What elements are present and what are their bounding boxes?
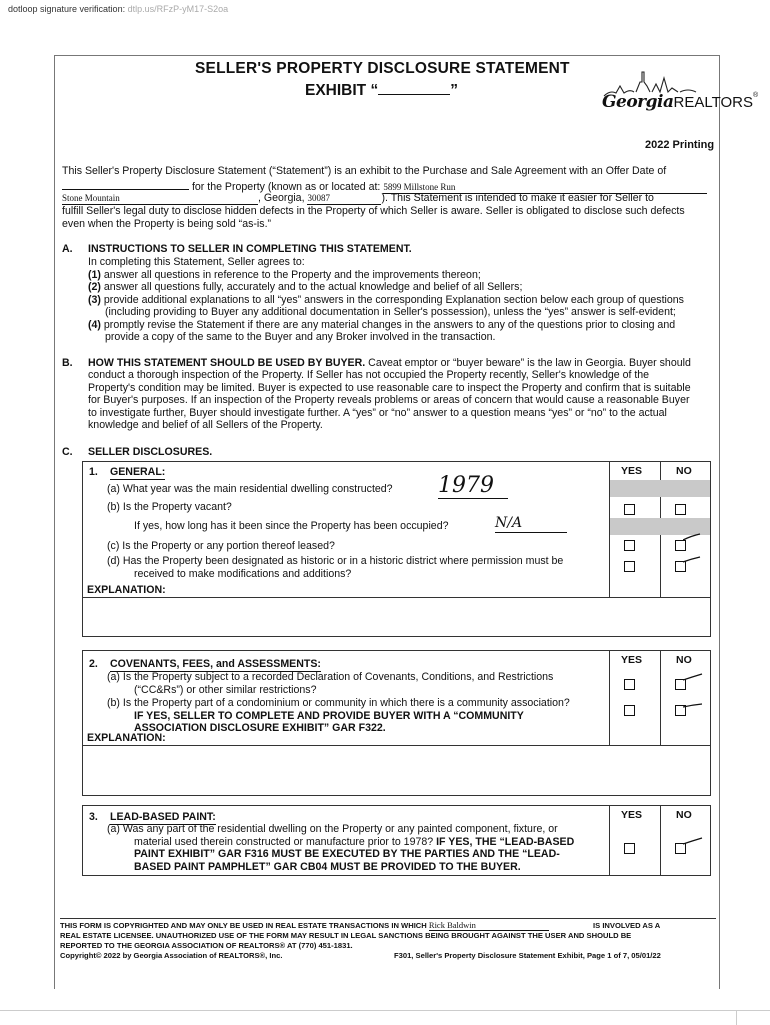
section-b-line: for Buyer's purposes. If an inspection of the Property reveals problems or areas of concern that would cause a reasonable Buyer — [88, 394, 690, 407]
q1-title: GENERAL: — [110, 466, 166, 478]
printing-year: 2022 Printing — [645, 139, 715, 151]
verification-line — [8, 4, 228, 14]
q3a-yes-checkbox[interactable] — [624, 843, 635, 854]
section-a-heading: INSTRUCTIONS TO SELLER IN COMPLETING THIS STATEMENT. — [88, 243, 412, 255]
yes-column-header: YES — [621, 809, 643, 821]
section-a-letter: A. — [62, 243, 73, 255]
q2a-yes-checkbox[interactable] — [624, 679, 635, 690]
q3a-text: (a) Was any part of the residential dwelling on the Property or any painted component, fixture, or material used therein constructed or manufacture prior to 1978? IF YES, THE “LEAD-BASED PAINT EXHIBIT” GAR F316 MUST BE EXECUTED BY THE PARTIES AND THE “LEAD- BASED PAINT PAMPHLET” GAR CB04 MUST BE PROVIDED TO THE BUYER. — [107, 823, 575, 873]
section-b-heading: HOW THIS STATEMENT SHOULD BE USED BY BUYER. — [88, 357, 366, 369]
q1b-yes-checkbox[interactable] — [624, 504, 635, 515]
logo-text-georgia: Georgia — [602, 92, 674, 112]
section-b-line: knowledge and belief of all Sellers of the Property. — [88, 419, 323, 432]
logo-wordmark — [602, 92, 758, 112]
zip-field[interactable]: 30087 — [307, 192, 381, 205]
q1d-yes-checkbox[interactable] — [624, 561, 635, 572]
q1c-text: (c) Is the Property or any portion thereof leased? — [107, 540, 335, 552]
q1d-no-checkmark-icon — [683, 554, 701, 566]
form-title: SELLER'S PROPERTY DISCLOSURE STATEMENT — [195, 60, 570, 77]
section-c-heading: SELLER DISCLOSURES. — [88, 446, 213, 458]
yes-column-header: YES — [621, 654, 643, 666]
intro-line-4: fulfill Seller's legal duty to disclose hidden defects in the Property of which Seller is aware. Seller is obligated to disclose such defects — [62, 205, 685, 217]
section-b-line: to investigate further, Buyer should investigate further. A “yes” or “no” answer to a question means “yes” or “no” to the actual — [88, 406, 667, 419]
q3-title: LEAD-BASED PAINT: — [110, 811, 216, 823]
q2a-text: (a) Is the Property subject to a recorded Declaration of Covenants, Conditions, and Restrictions (“CC&Rs”) or other similar restrictions? — [107, 671, 554, 696]
intro-line-3 — [62, 192, 714, 205]
intro-line-5: even when the Property is being sold “as-is.” — [62, 218, 272, 230]
q1a-text: (a) What year was the main residential dwelling constructed? — [107, 483, 393, 495]
section-a-lead: In completing this Statement, Seller agrees to: — [88, 256, 305, 268]
section-a-item: (2) answer all questions fully, accurately and to the actual knowledge and belief of all Sellers; — [88, 281, 523, 294]
q1d-text: (d) Has the Property been designated as historic or in a historic district where permission must be received to make modifications and additions? — [107, 555, 564, 580]
section-a-item: (3) provide additional explanations to all “yes” answers in the corresponding Explanation section below each group of questions — [88, 293, 684, 306]
q2b-text: (b) Is the Property part of a condominium or community in which there is a community association? IF YES, SELLER TO COMPLETE AND PROVIDE BUYER WITH A “COMMUNITY ASSOCIATION DISCLOSURE EXHIBIT” GAR F322. — [107, 697, 570, 734]
no-column-header: NO — [676, 809, 692, 821]
q1b-sub-text: If yes, how long has it been since the Property has been occupied? — [134, 520, 449, 532]
question-1-table — [82, 461, 711, 637]
q1-explanation-label: EXPLANATION: — [87, 584, 166, 596]
q3a-no-checkmark-icon — [683, 836, 703, 848]
offer-date-field[interactable] — [62, 178, 189, 190]
footer-line-1: THIS FORM IS COPYRIGHTED AND MAY ONLY BE USED IN REAL ESTATE TRANSACTIONS IN WHICH Rick Baldwin IS INVOLVED AS A — [60, 918, 716, 931]
q2b-no-checkmark-icon — [683, 700, 703, 712]
exhibit-blank[interactable] — [378, 80, 450, 95]
section-a-list — [88, 269, 718, 343]
logo-registered-mark: ® — [752, 92, 759, 99]
no-column-header: NO — [676, 654, 692, 666]
section-a-item: (1) answer all questions in reference to the Property and the improvements thereon; — [88, 269, 481, 281]
q2b-yes-checkbox[interactable] — [624, 705, 635, 716]
licensee-field[interactable]: Rick Baldwin — [429, 920, 549, 931]
no-column-header: NO — [676, 465, 692, 477]
section-b-line: Caveat emptor or “buyer beware” is the law in Georgia. Buyer should — [368, 357, 691, 369]
page-bottom-strip — [0, 1010, 770, 1025]
q1c-yes-checkbox[interactable] — [624, 540, 635, 551]
q3-number: 3. — [89, 811, 98, 823]
intro-text-1: This Seller's Property Disclosure Statement (“Statement”) is an exhibit to the Purchase and Sale Agreement with an Offer Date of — [62, 165, 667, 177]
q1-number: 1. — [89, 466, 98, 478]
georgia-realtors-logo — [600, 62, 759, 118]
footer-line-2: REAL ESTATE LICENSEE. UNAUTHORIZED USE OF THE FORM MAY RESULT IN LEGAL SANCTIONS BEING BROUGHT AGAINST THE USER AND SHOULD BE — [60, 931, 632, 940]
q2-title: COVENANTS, FEES, and ASSESSMENTS: — [110, 658, 321, 670]
exhibit-suffix: ” — [450, 82, 458, 99]
verification-label: dotloop signature verification: — [8, 4, 126, 14]
q1b-occupied-answer[interactable]: N/A — [495, 515, 567, 533]
q2a-no-checkmark-icon — [683, 672, 703, 684]
property-address-field[interactable]: 5899 Millstone Run — [383, 181, 707, 194]
logo-text-realtors: REALTORS — [673, 94, 753, 111]
q2-explanation-field[interactable] — [83, 746, 710, 794]
intro-text-3a: , Georgia, — [258, 192, 305, 204]
q1c-no-checkmark-icon — [683, 532, 701, 544]
copyright-footer — [60, 918, 716, 961]
question-3-table — [82, 805, 711, 876]
q2-number: 2. — [89, 658, 98, 670]
footer-line-3: REPORTED TO THE GEORGIA ASSOCIATION OF REALTORS® AT (770) 451-1831. — [60, 941, 353, 950]
yes-column-header: YES — [621, 465, 643, 477]
section-b-line: Property's condition may be limited. Buyer is expected to use reasonable care to inspect the Property and confirm that is suitable — [88, 381, 691, 394]
q2-explanation-label: EXPLANATION: — [87, 732, 166, 744]
section-b-letter: B. — [62, 357, 73, 369]
verification-url[interactable]: dtlp.us/RFzP-yM17-S2oa — [127, 4, 229, 14]
footer-line-4: Copyright© 2022 by Georgia Association of REALTORS®, Inc. F301, Seller's Property Disclosure Statement Exhibit, Page 1 of 7, 05/01/22 — [60, 951, 661, 960]
section-c-letter: C. — [62, 446, 73, 458]
intro-text-3b: ). This Statement is intended to make it easier for Seller to — [381, 192, 654, 204]
section-b-line: conduct a thorough inspection of the Property. If Seller has not occupied the Property recently, Seller's knowledge of the — [88, 369, 650, 382]
exhibit-line — [305, 80, 458, 100]
q1b-no-checkbox[interactable] — [675, 504, 686, 515]
section-a-item: provide a copy of the same to the Buyer and any Broker involved in the transaction. — [105, 331, 496, 344]
q1a-year-answer[interactable]: 1979 — [438, 473, 508, 499]
exhibit-prefix: EXHIBIT “ — [305, 82, 379, 99]
city-field[interactable]: Stone Mountain — [62, 192, 258, 205]
section-a-item: (including providing to Buyer any additional documentation in Seller's possession), unless the “yes” answer is self-evident; — [105, 306, 676, 319]
section-a-item: (4) promptly revise the Statement if there are any material changes in the answers to any of the questions prior to closing and — [88, 318, 676, 331]
q1-explanation-field[interactable] — [83, 598, 710, 635]
q1b-text: (b) Is the Property vacant? — [107, 501, 232, 513]
question-2-table — [82, 650, 711, 796]
intro-text-2: for the Property (known as or located at: — [191, 181, 381, 193]
section-b-body — [88, 357, 718, 431]
intro-line-1 — [62, 165, 714, 177]
